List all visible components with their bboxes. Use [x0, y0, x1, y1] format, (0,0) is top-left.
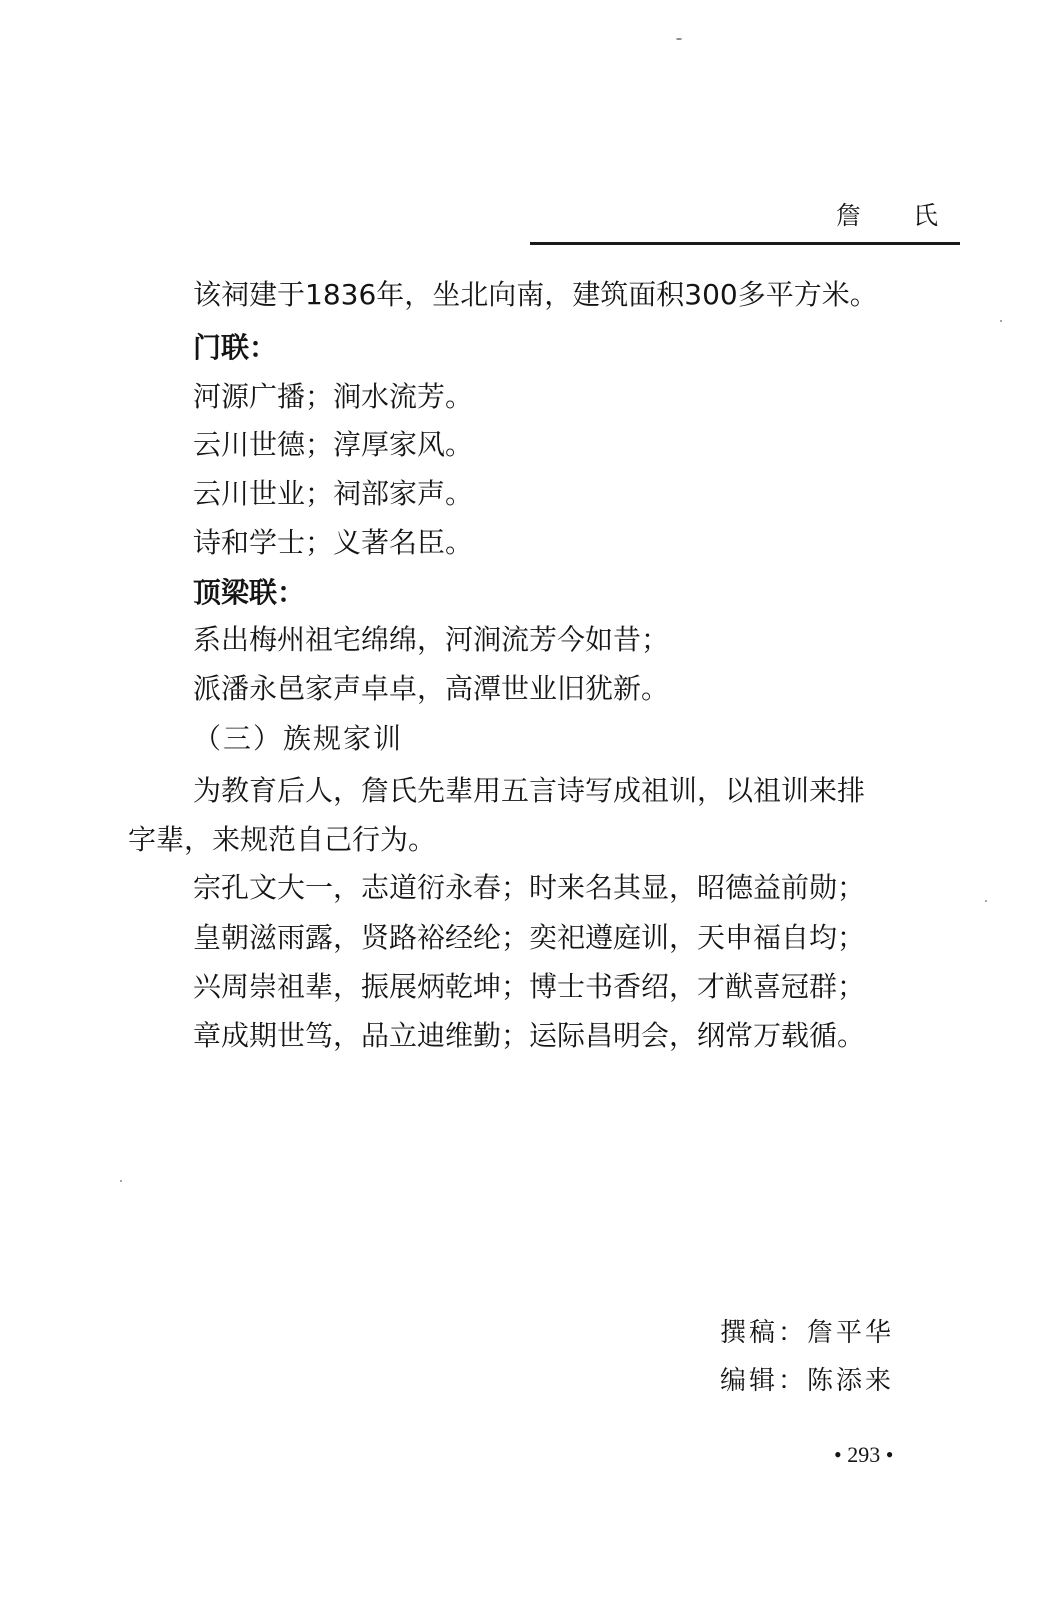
section-title: （三）族规家训: [193, 722, 404, 755]
scan-speck: [1000, 320, 1002, 322]
header-rule: [530, 242, 960, 245]
beam-couplet-line: 派潘永邑家声卓卓，高潭世业旧犹新。: [193, 672, 670, 705]
door-couplet-line: 诗和学士；义著名臣。: [193, 526, 474, 559]
scan-speck: [676, 38, 682, 40]
poem-line: 宗孔文大一，志道衍永春；时来名其显，昭德益前勋；: [193, 871, 866, 904]
door-couplet-line: 云川世业；祠部家声。: [193, 477, 474, 510]
scan-speck: [985, 900, 987, 902]
intro-line: 字辈，来规范自己行为。: [128, 823, 437, 856]
editor-credit: 编辑：陈添来: [720, 1366, 895, 1396]
poem-line: 皇朝滋雨露，贤路裕经纶；奕祀遵庭训，天申福自均；: [193, 921, 866, 954]
poem-line: 兴周崇祖辈，振展炳乾坤；博士书香绍，才猷喜冠群；: [193, 970, 866, 1003]
running-head: 詹 氏: [836, 201, 960, 230]
page-number: • 293 •: [834, 1442, 894, 1467]
heading-door-couplets: 门联：: [193, 331, 278, 364]
scan-speck: [120, 1180, 122, 1182]
door-couplet-line: 河源广播；涧水流芳。: [193, 380, 474, 413]
poem-line: 章成期世笃，品立迪维勤；运际昌明会，纲常万载循。: [193, 1019, 866, 1052]
intro-line: 为教育后人，詹氏先辈用五言诗写成祖训，以祖训来排: [193, 774, 866, 807]
author-credit: 撰稿：詹平华: [720, 1318, 895, 1348]
paragraph-construction: 该祠建于1836年，坐北向南，建筑面积300多平方米。: [193, 278, 878, 311]
door-couplet-line: 云川世德；淳厚家风。: [193, 428, 474, 461]
heading-beam-couplets: 顶梁联：: [193, 576, 306, 609]
beam-couplet-line: 系出梅州祖宅绵绵，河涧流芳今如昔；: [193, 623, 670, 656]
